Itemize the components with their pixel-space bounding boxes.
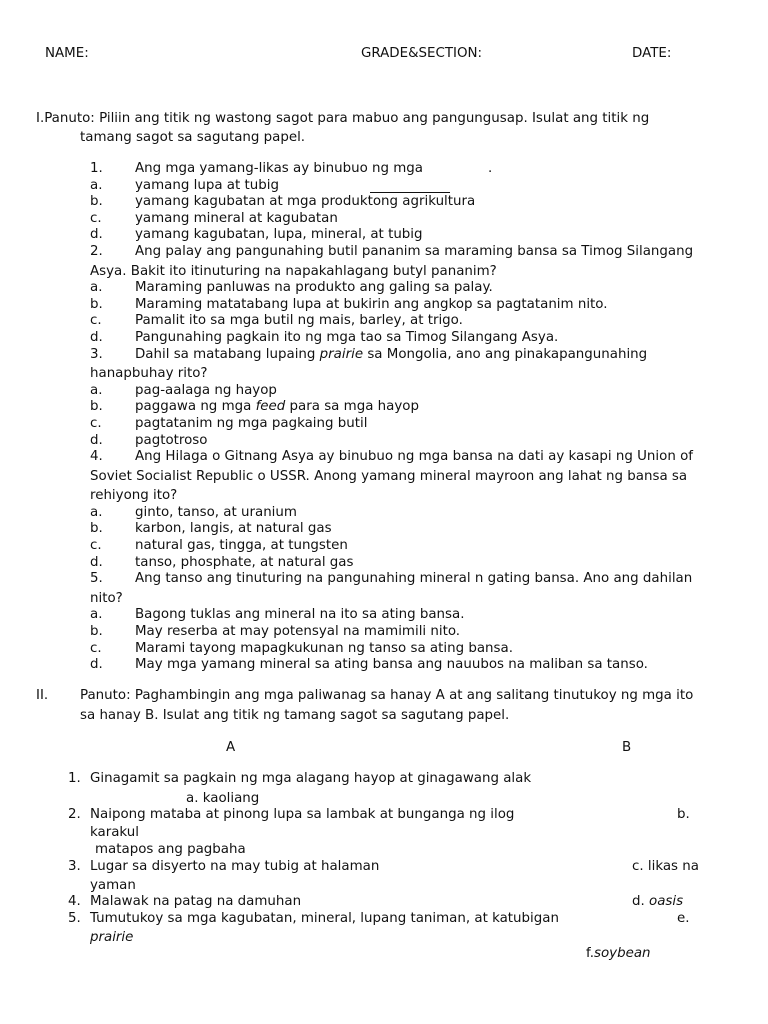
q4-stem-cont1: Soviet Socialist Republic o USSR. Anong yamang mineral mayroon ang lahat ng bansa sa [90,468,688,484]
column-b-header: B [622,740,632,755]
choice-b-cont: matapos ang pagbaha [95,842,246,857]
q3-stem: 3. Dahil sa matabang lupaing prairie sa Mongolia, ano ang pinakapangunahing [90,346,648,362]
choice-e: e. [677,911,690,926]
name-label: NAME: [45,46,89,61]
q4-option-c: c. natural gas, tingga, at tungsten [90,538,348,554]
q5-stem: 5. Ang tanso ang tinuturing na pangunahing mineral n gating bansa. Ano ang dahilan [90,571,693,587]
choice-c: c. likas na [632,859,699,874]
part2-instruction-line2: sa hanay B. Isulat ang titik ng tamang sagot sa sagutang papel. [80,708,510,723]
q1-option-d: d. yamang kagubatan, lupa, mineral, at tubig [90,227,423,243]
q1-option-a: a. yamang lupa at tubig [90,177,279,193]
part1-instruction-line2: tamang sagot sa sagutang papel. [80,130,306,145]
match-item-1-text: Ginagamit sa pagkain ng mga alagang hayop at ginagawang alak [90,771,532,786]
q5-option-a: a. Bagong tuklas ang mineral na ito sa ating bansa. [90,607,465,623]
q5-option-b: b. May reserba at may potensyal na mamimili nito. [90,624,461,640]
part1-question-list [90,161,730,674]
q2-option-c: c. Pamalit ito sa mga butil ng mais, barley, at trigo. [90,313,463,329]
part2-roman: II. [36,688,49,703]
q2-stem: 2. Ang palay ang pangunahing butil pananim sa maraming bansa sa Timog Silangang [90,243,694,259]
q3-stem-cont: hanapbuhay rito? [90,366,208,382]
q4-option-a: a. ginto, tanso, at uranium [90,504,297,520]
q4-option-d: d. tanso, phosphate, at natural gas [90,554,354,570]
q2-option-a: a. Maraming panluwas na produkto ang galing sa palay. [90,280,493,296]
choice-f: f.soybean [586,946,651,961]
q4-stem-cont2: rehiyong ito? [90,488,178,504]
part2-instruction-line1: Panuto: Paghambingin ang mga paliwanag sa hanay A at ang salitang tinutukoy ng mga ito [80,688,694,703]
match-item-4-num: 4. [68,894,81,909]
q1-stem: 1. Ang mga yamang-likas ay binubuo ng mga . [90,161,493,176]
choice-d: d. oasis [632,894,684,909]
match-item-4-text: Malawak na patag na damuhan [90,894,302,909]
choice-b: b. [677,807,690,822]
q1-option-c: c. yamang mineral at kagubatan [90,210,338,226]
column-a-header: A [226,740,236,755]
q5-stem-cont: nito? [90,590,123,606]
q3-option-a: a. pag-aalaga ng hayop [90,382,277,398]
q1-answer-blank[interactable] [370,192,450,193]
q5-option-d: d. May mga yamang mineral sa ating bansa ang nauubos na maliban sa tanso. [90,657,648,673]
match-item-1-num: 1. [68,771,81,786]
match-item-2-num: 2. [68,807,81,822]
q2-option-d: d. Pangunahing pagkain ito ng mga tao sa Timog Silangang Asya. [90,329,559,345]
date-label: DATE: [632,46,672,61]
header-row [0,46,768,64]
match-item-3-text: Lugar sa disyerto na may tubig at halaman [90,859,380,874]
q1-option-b: b. yamang kagubatan at mga produktong agrikultura [90,194,476,210]
q2-stem-cont: Asya. Bakit ito itinuturing na napakahlagang butyl pananim? [90,263,497,279]
q4-option-b: b. karbon, langis, at natural gas [90,521,332,537]
match-item-3-num: 3. [68,859,81,874]
match-item-5-cont: prairie [90,930,134,945]
grade-section-label: GRADE&SECTION: [361,46,483,61]
q4-stem: 4. Ang Hilaga o Gitnang Asya ay binubuo ng mga bansa na dati ay kasapi ng Union of [90,449,693,465]
match-item-2-cont: karakul [90,825,139,840]
q3-option-b: b. paggawa ng mga feed para sa mga hayop [90,399,419,415]
q3-option-c: c. pagtatanim ng mga pagkaing butil [90,415,368,431]
q2-option-b: b. Maraming matatabang lupa at bukirin ang angkop sa pagtatanim nito. [90,296,608,312]
match-item-5-num: 5. [68,911,81,926]
q3-option-d: d. pagtotroso [90,432,208,448]
q5-option-c: c. Marami tayong mapagkukunan ng tanso sa ating bansa. [90,640,513,656]
part1-instruction-line1: I.Panuto: Piliin ang titik ng wastong sagot para mabuo ang pangungusap. Isulat ang titik ng [36,111,650,126]
match-item-2-text: Naipong mataba at pinong lupa sa lambak at bunganga ng ilog [90,807,515,822]
choice-a: a. kaoliang [186,791,260,806]
match-item-5-text: Tumutukoy sa mga kagubatan, mineral, lupang taniman, at katubigan [90,911,559,926]
match-item-3-cont: yaman [90,878,136,893]
